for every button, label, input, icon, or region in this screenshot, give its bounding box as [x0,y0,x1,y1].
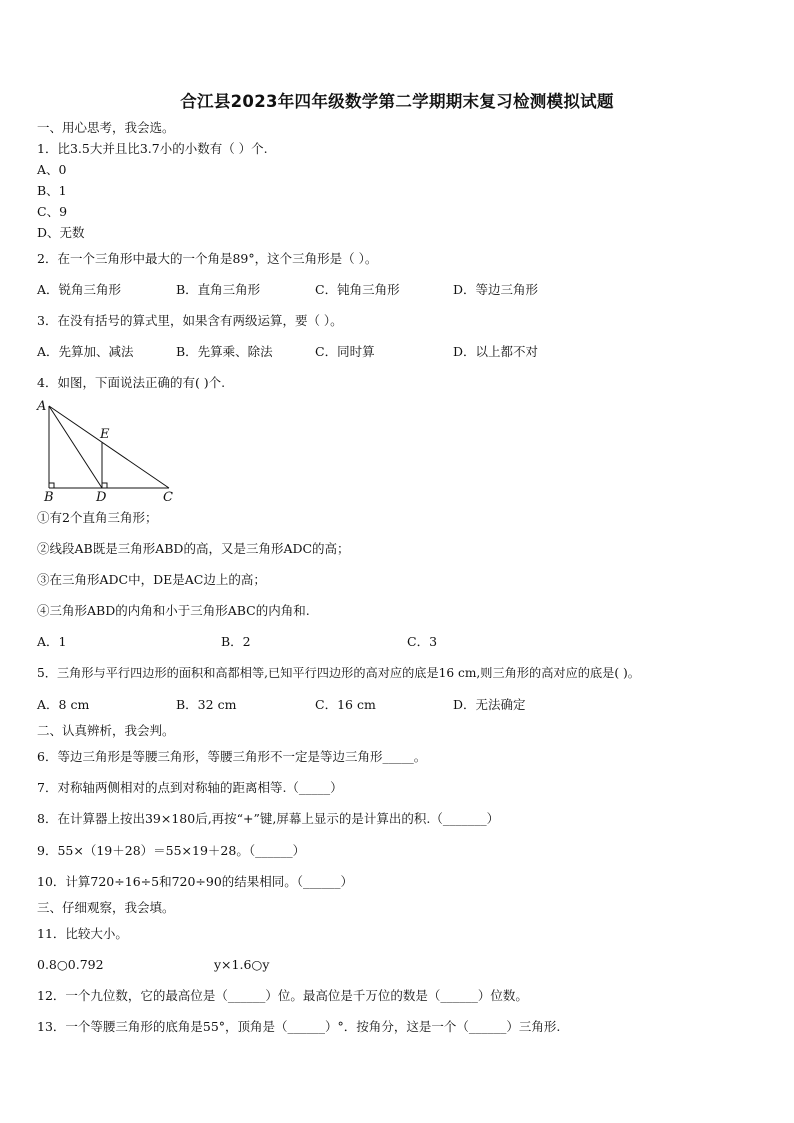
question-4-statement-2: ②线段AB既是三角形ABD的高，又是三角形ADC的高； [37,541,350,556]
question-9: 9．55×（19＋28）＝55×19＋28。（______） [37,843,306,858]
question-5-option-d: D．无法确定 [453,697,526,712]
question-7: 7．对称轴两侧相对的点到对称轴的距离相等.（_____） [37,780,343,795]
question-6: 6．等边三角形是等腰三角形，等腰三角形不一定是等边三角形_____。 [37,749,427,764]
segment-ad [49,406,102,488]
question-11-item-2: y×1.6○y [214,957,270,972]
label-d: D [96,490,107,502]
question-1-option-c: C、9 [37,204,68,219]
label-b: B [44,490,54,502]
question-3-option-b: B．先算乘、除法 [176,344,273,359]
question-10: 10．计算720÷16÷5和720÷90的结果相同。（______） [37,874,354,889]
question-5-option-a: A．8 cm [37,697,90,712]
question-4-statement-3: ③在三角形ADC中，DE是AC边上的高； [37,572,266,587]
question-11-stem: 11．比较大小。 [37,926,128,941]
question-4-statement-4: ④三角形ABD的内角和小于三角形ABC的内角和. [37,603,310,618]
segment-ac [49,406,169,488]
question-4-option-b: B．2 [221,634,251,649]
question-2-stem: 2．在一个三角形中最大的一个角是89°，这个三角形是（ ）。 [37,251,378,266]
label-e: E [100,427,110,442]
question-11-item-1: 0.8○0.792 [37,957,104,972]
label-a: A [37,399,47,414]
question-1-option-d: D、无数 [37,225,85,240]
question-5-option-b: B．32 cm [176,697,237,712]
page-title: 合江县2023年四年级数学第二学期期末复习检测模拟试题 [180,92,614,111]
question-13: 13．一个等腰三角形的底角是55°，顶角是（______）°．按角分，这是一个（______）三角形. [37,1019,561,1034]
question-3-option-c: C．同时算 [315,344,375,359]
question-5-stem: 5．三角形与平行四边形的面积和高都相等,已知平行四边形的高对应的底是16 cm,则三角形的高对应的底是( )。 [37,666,640,680]
question-4-statement-1: ①有2个直角三角形； [37,510,158,525]
question-12: 12．一个九位数，它的最高位是（______）位。最高位是千万位的数是（______）位数。 [37,988,528,1003]
question-4-option-a: A．1 [37,634,67,649]
label-c: C [163,490,173,502]
question-2-option-b: B．直角三角形 [176,282,261,297]
question-2-option-d: D．等边三角形 [453,282,539,297]
triangle-figure [34,398,184,502]
question-1-option-a: A、0 [37,162,67,177]
section-heading-choice: 一、用心思考，我会选。 [37,120,175,135]
question-8: 8．在计算器上按出39×180后,再按“+”键,屏幕上显示的是计算出的积.（_______） [37,811,500,826]
question-4-option-c: C．3 [407,634,438,649]
question-2-option-a: A．锐角三角形 [37,282,122,297]
question-4-stem: 4．如图，下面说法正确的有( )个. [37,375,226,390]
question-3-option-a: A．先算加、减法 [37,344,134,359]
right-angle-mark-d [102,483,107,488]
question-1-stem: 1．比3.5大并且比3.7小的小数有（ ）个. [37,141,268,156]
question-1-option-b: B、1 [37,183,67,198]
right-angle-mark-b [49,483,54,488]
question-3-option-d: D．以上都不对 [453,344,539,359]
question-5-option-c: C．16 cm [315,697,376,712]
section-heading-judge: 二、认真辨析，我会判。 [37,723,175,738]
question-3-stem: 3．在没有括号的算式里，如果含有两级运算，要（ ）。 [37,313,343,328]
section-heading-fill: 三、仔细观察，我会填。 [37,900,175,915]
question-2-option-c: C．钝角三角形 [315,282,400,297]
